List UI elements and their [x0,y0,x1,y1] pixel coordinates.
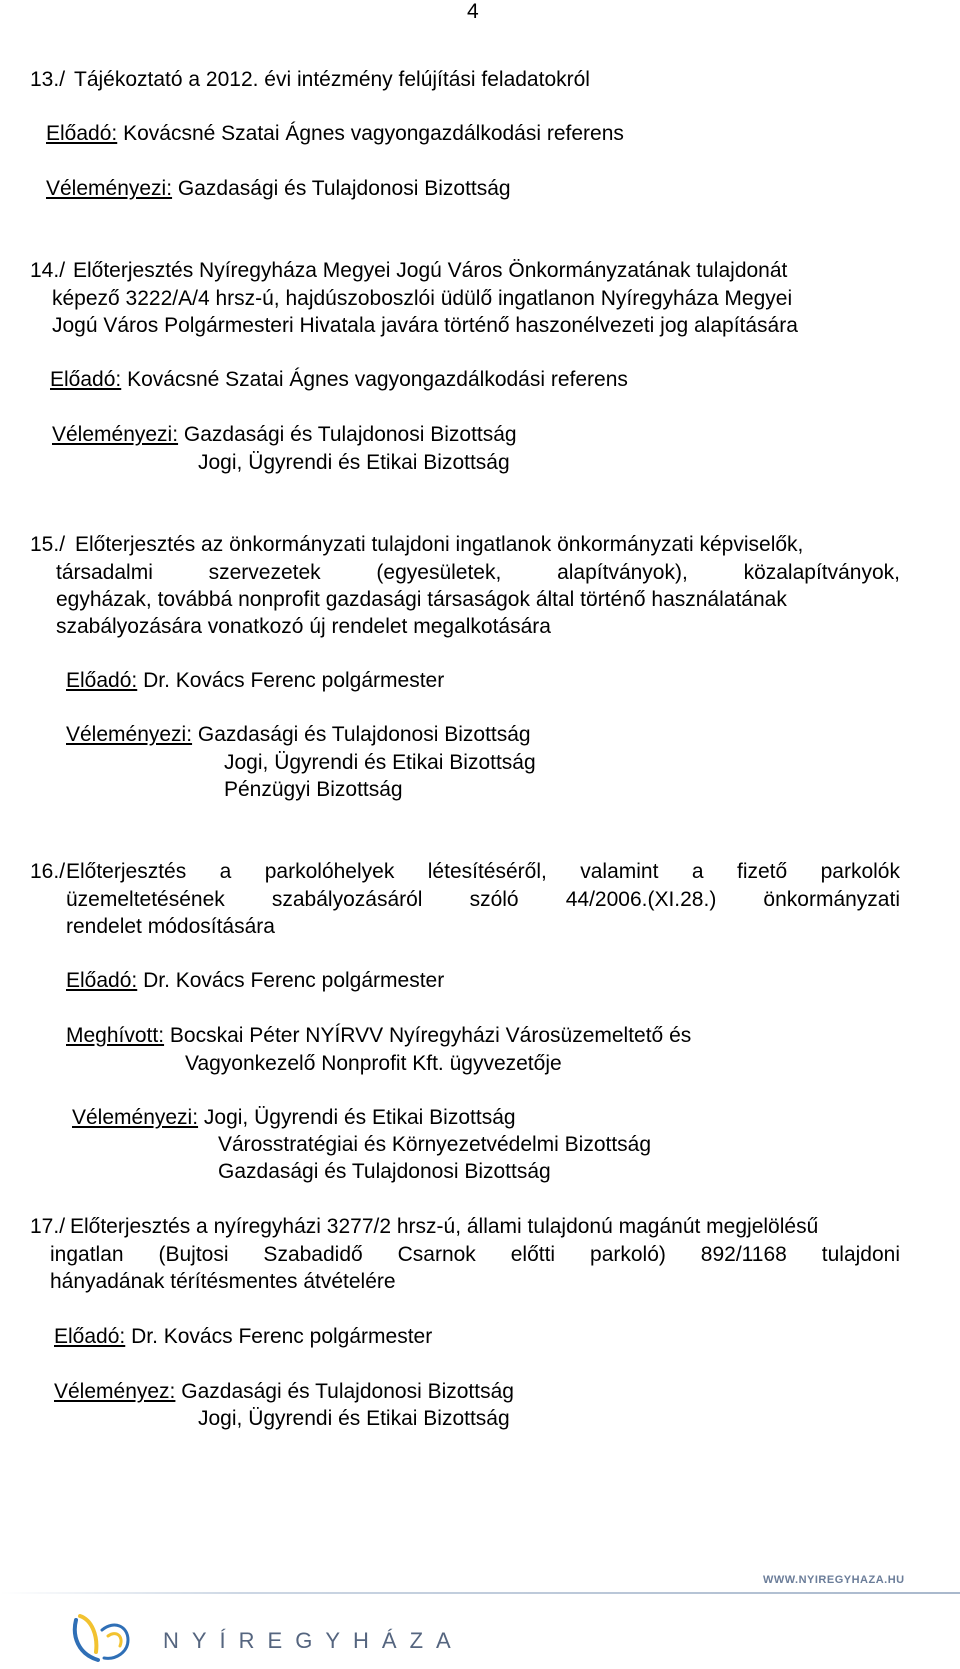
reviewer-label: Véleményezi: [66,723,193,746]
footer-divider [0,1592,960,1594]
item-title-line: társadalmi szervezetek (egyesületek, alapítványok), közalapítványok, [56,561,900,584]
item-number: 17./ [30,1215,66,1238]
item-number: 13./ [30,68,66,91]
presenter-name: Dr. Kovács Ferenc polgármester [131,1325,433,1348]
reviewer-name: Gazdasági és Tulajdonosi Bizottság [183,423,517,446]
reviewer-name: Gazdasági és Tulajdonosi Bizottság [181,1380,514,1403]
item-title-line: egyházak, továbbá nonprofit gazdasági társaságok által történő használatának [56,588,787,611]
presenter-row [46,120,624,148]
reviewer-label: Véleményez: [54,1380,176,1403]
reviewer-row [72,1104,516,1132]
reviewer-row [52,421,517,449]
reviewer-row [54,1378,514,1406]
item-title-line: Előterjesztés a nyíregyházi 3277/2 hrsz-ú, állami tulajdonú magánút megjelölésű [70,1215,819,1238]
item-number: 14./ [30,259,66,282]
reviewer-name: Gazdasági és Tulajdonosi Bizottság [177,177,511,200]
reviewer-name: Gazdasági és Tulajdonosi Bizottság [218,1160,551,1183]
item-title-line: képező 3222/A/4 hrsz-ú, hajdúszoboszlói üdülő ingatlanon Nyíregyháza Megyei [52,287,793,310]
invited-row [66,1022,691,1050]
reviewer-label: Véleményezi: [72,1106,199,1129]
item-title-line: Előterjesztés Nyíregyháza Megyei Jogú Város Önkormányzatának tulajdonát [73,259,788,282]
presenter-label: Előadó: [66,969,138,992]
footer-url: WWW.NYIREGYHAZA.HU [763,1574,905,1586]
presenter-row [54,1323,432,1351]
reviewer-name: Jogi, Ügyrendi és Etikai Bizottság [198,1407,510,1430]
city-wordmark: NYÍREGYHÁZA [163,1628,464,1653]
page-number: 4 [467,0,479,23]
presenter-row [66,967,444,995]
item-title-line: ingatlan (Bujtosi Szabadidő Csarnok előtti parkoló) 892/1168 tulajdoni [50,1243,900,1266]
presenter-name: Kovácsné Szatai Ágnes vagyongazdálkodási referens [127,368,628,391]
reviewer-name: Városstratégiai és Környezetvédelmi Bizottság [218,1133,652,1156]
reviewer-label: Véleményezi: [52,423,179,446]
reviewer-row [66,721,531,749]
reviewer-name: Jogi, Ügyrendi és Etikai Bizottság [198,451,510,474]
item-number: 16./ [30,860,66,883]
reviewer-name: Jogi, Ügyrendi és Etikai Bizottság [224,751,536,774]
item-title-line: hányadának térítésmentes átvételére [50,1270,396,1293]
city-logo-icon [68,1606,138,1664]
presenter-row [50,366,628,394]
presenter-label: Előadó: [50,368,122,391]
presenter-label: Előadó: [66,669,138,692]
item-title-line: Tájékoztató a 2012. évi intézmény felújítási feladatokról [74,68,590,91]
presenter-name: Dr. Kovács Ferenc polgármester [143,669,445,692]
invited-label: Meghívott: [66,1024,165,1047]
reviewer-name: Jogi, Ügyrendi és Etikai Bizottság [203,1106,516,1129]
reviewer-name: Pénzügyi Bizottság [224,778,403,801]
item-title-line: szabályozására vonatkozó új rendelet megalkotására [56,615,551,638]
reviewer-label: Véleményezi: [46,177,173,200]
item-title-line: Jogú Város Polgármesteri Hivatala javára történő haszonélvezeti jog alapítására [52,314,798,337]
presenter-name: Dr. Kovács Ferenc polgármester [143,969,445,992]
item-title-line: Előterjesztés a parkolóhelyek létesítéséről, valamint a fizető parkolók [66,860,900,883]
reviewer-name: Gazdasági és Tulajdonosi Bizottság [197,723,531,746]
item-title-line: Előterjesztés az önkormányzati tulajdoni ingatlanok önkormányzati képviselők, [75,533,804,556]
invited-name: Vagyonkezelő Nonprofit Kft. ügyvezetője [185,1052,562,1075]
item-title-line: rendelet módosítására [66,915,275,938]
presenter-name: Kovácsné Szatai Ágnes vagyongazdálkodási referens [123,122,624,145]
presenter-label: Előadó: [54,1325,126,1348]
presenter-label: Előadó: [46,122,118,145]
presenter-row [66,667,444,695]
item-number: 15./ [30,533,66,556]
item-title-line: üzemeltetésének szabályozásáról szóló 44/2006.(XI.28.) önkormányzati [66,888,900,911]
invited-name: Bocskai Péter NYÍRVV Nyíregyházi Városüzemeltető és [169,1024,692,1047]
reviewer-row [46,175,511,203]
